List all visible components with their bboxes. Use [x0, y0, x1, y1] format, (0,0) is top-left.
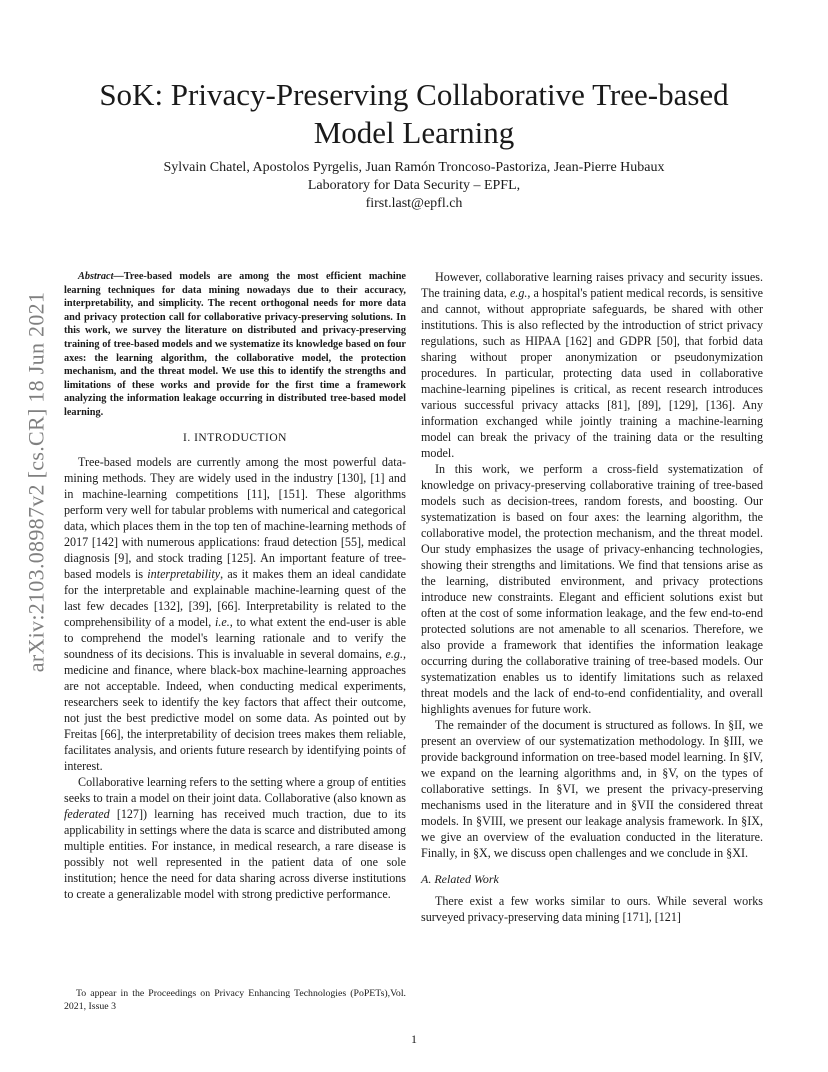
section-heading-introduction: I. INTRODUCTION — [183, 431, 287, 444]
text-run: a hospital's patient medical records, is sensitive and cannot, without appropriate safeguards, be shared with other institutions. This is also reflected by the introduction of strict privacy regulations, such as HIPAA [162] and GDPR [50], that forbid data sharing without proper anonymization or pseudonymization procedures. In particular, protecting data used in collaborative machine-learning pipelines is critical, as recent research introduces various successful privacy attacks [81], [89], [129], [136]. Any information exchanged while jointly training a machine-learning model can break the privacy of the training data or the resulting model. — [421, 286, 763, 460]
title-line-2: Model Learning — [313, 115, 515, 150]
intro-paragraph-2 — [64, 774, 406, 902]
emphasis: i.e., — [214, 614, 233, 629]
text-run: medicine and finance, where black-box machine-learning approaches are not acceptable. Indeed, when conducting medical experiments, researchers seek to identify the key factors that affect their outcome, not just the best predictive model on some data. As pointed out by Freitas [66], the interpretability of decision trees makes them reliable, facilitates analysis, and orients future research by identifying points of interest. — [64, 662, 406, 773]
emphasis: federated — [64, 806, 110, 821]
text-run: [127]) learning has received much traction, due to its applicability in settings where the data is scarce and distributed among multiple entities. For instance, in medical research, a rare disease is possibly not well represented in the patient data of one sole institution; hence the need for data sharing across diverse institutions to create a generalizable model with strong predictive performance. — [64, 806, 406, 901]
related-work-paragraph-1: There exist a few works similar to ours. While several works surveyed privacy-preserving data mining [171], [121] — [421, 894, 763, 924]
text-run: to what extent the end-user is able to comprehend the model's learning rationale and to verify the soundness of its decisions. This is invaluable in several domains, — [64, 614, 407, 661]
author-list: Sylvain Chatel, Apostolos Pyrgelis, Juan Ramón Troncoso-Pastoriza, Jean-Pierre Hubaux — [163, 160, 665, 175]
title-line-1: SoK: Privacy-Preserving Collaborative Tree-based — [99, 77, 729, 112]
arxiv-identifier — [23, 292, 49, 672]
abstract-body: Tree-based models are among the most efficient machine learning techniques for data mining nowadays due to their accuracy, interpretability, and simplicity. The recent orthogonal needs for more data and privacy protection call for collaborative privacy-preserving solutions. In this work, we survey the literature on distributed and privacy-preserving training of tree-based models and we systematize its knowledge based on four axes: the learning algorithm, the collaborative model, the protection mechanism, and the threat model. We use this to identify the strengths and limitations of these works and provide for the first time a framework analyzing the information leakage occurring in distributed tree-based model learning. — [64, 271, 406, 418]
affiliation: Laboratory for Data Security – EPFL, — [307, 178, 521, 193]
page-number: 1 — [411, 1032, 417, 1046]
emphasis: interpretability — [147, 566, 221, 581]
footnote: To appear in the Proceedings on Privacy Enhancing Technologies (PoPETs),Vol. 2021, Issue 3 — [64, 988, 406, 1012]
intro-paragraph-4: In this work, we perform a cross-field systematization of knowledge on privacy-preserving collaborative training of tree-based models such as decision-trees, random forests, and boosting. Our systematization is based on four axes: the learning algorithm, the collaborative model, the protection mechanism, and the threat model. Our study emphasizes the usage of privacy-enhancing technologies, showing their strengths and limitations. We find that tensions arise as the learning, distributed environment, and privacy protections introduce new constraints. Elegant and efficient solutions exist but often at the cost of some information leakage, and the few end-to-end protected solutions are not amenable to all scenarios. Therefore, we also provide a framework that identifies the information leakage occurring during the collaborative training of tree-based models. Our systematization enables us to identify limitations such as relaxed threat models and the lack of end-to-end confidentiality, and overall highlights avenues for future work. — [421, 462, 763, 716]
text-run: Collaborative learning refers to the setting where a group of entities seeks to train a model on their joint data. Collaborative (also known as — [64, 774, 406, 805]
abstract-lead: Abstract— — [78, 271, 124, 282]
paper-title — [60, 76, 768, 152]
subsection-heading-related-work: A. Related Work — [421, 872, 499, 886]
right-column — [421, 269, 763, 925]
text-run: Tree-based models are currently among the most powerful data-mining methods. They are widely used in the industry [130], [1] and in machine-learning competitions [11], [151]. These algorithms perform very well for tabular problems with numerical and categorical data, which places them in the top ten of machine-learning methods of 2017 [142] with numerous applications: fraud detection [55], medical diagnosis [9], and stock trading [125]. An important feature of tree-based models is — [64, 454, 406, 581]
text-run: However, collaborative learning raises privacy and security issues. The training data, — [421, 270, 763, 300]
emphasis: e.g., — [385, 646, 406, 661]
intro-paragraph-5: The remainder of the document is structured as follows. In §II, we present an overview of our systematization methodology. In §III, we provide background information on tree-based model learning. In §IV, we expand on the learning algorithms and, in §V, on the types of collaborative settings. In §VI, we present the privacy-preserving mechanisms used in the literature and in §VII the considered threat models. In §VIII, we present our leakage analysis framework. In §IX, we give an overview of the evaluation conducted in the literature. Finally, in §X, we discuss open challenges and we conclude in §XI. — [421, 718, 763, 860]
intro-paragraph-1 — [64, 454, 406, 774]
author-block — [60, 159, 768, 213]
abstract — [64, 270, 406, 420]
emphasis: e.g., — [509, 286, 531, 300]
arxiv-identifier-text: arXiv:2103.08987v2 [cs.CR] 18 Jun 2021 — [23, 291, 48, 673]
author-email: first.last@epfl.ch — [365, 196, 463, 211]
text-run: , as it makes them an ideal candidate for the interpretable and explainable machine-learning quest of the last few decades [132], [39], [66]. Interpretability is related to the comprehensibility of a model, — [64, 566, 406, 629]
left-column — [64, 270, 406, 902]
intro-paragraph-3 — [421, 269, 763, 461]
